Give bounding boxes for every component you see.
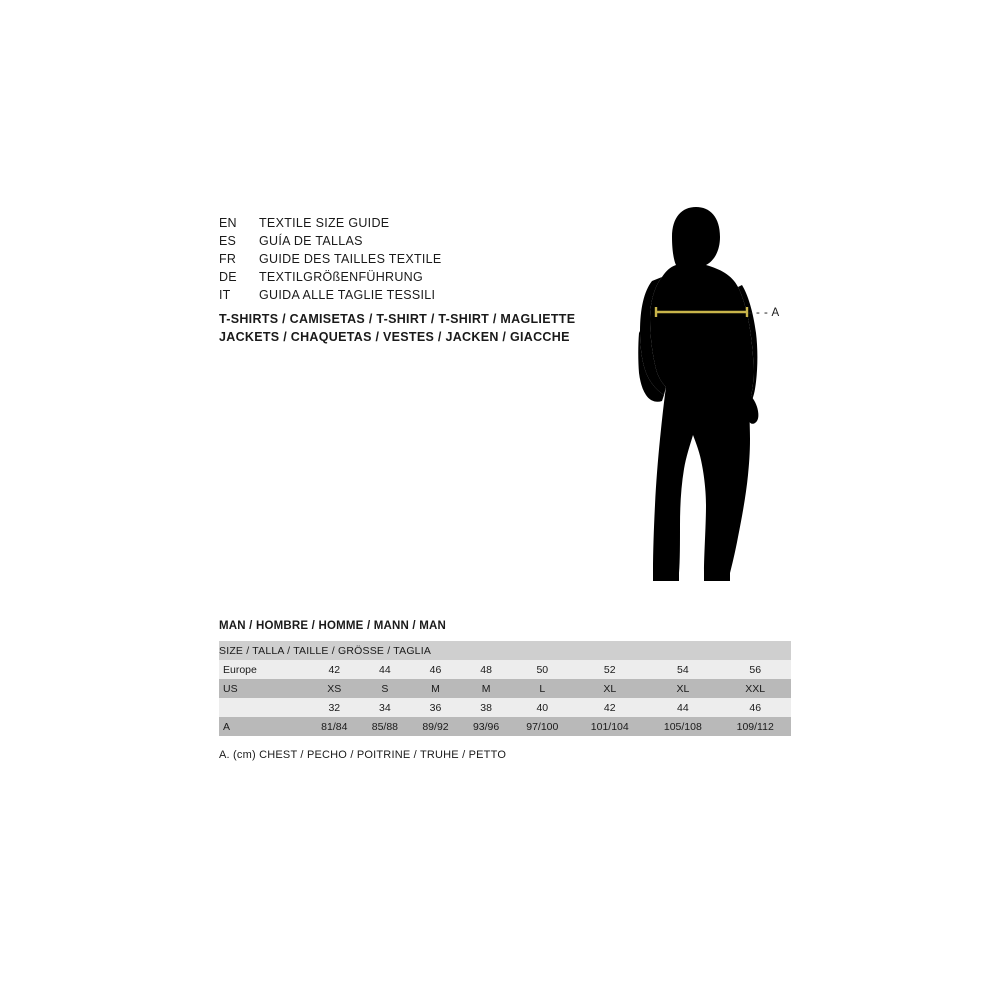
cell-value: 44: [646, 698, 719, 717]
measurement-footnote: A. (cm) CHEST / PECHO / POITRINE / TRUHE / PETTO: [219, 749, 507, 761]
cell-value: 52: [573, 660, 646, 679]
language-code: DE: [219, 270, 237, 284]
language-row: [219, 268, 639, 286]
cell-value: 97/100: [511, 717, 573, 736]
language-text: GUIDA ALLE TAGLIE TESSILI: [259, 288, 436, 302]
row-label: US: [219, 679, 309, 698]
measure-dash: - - -: [748, 307, 769, 319]
table-row: [219, 679, 791, 698]
cell-value: M: [461, 679, 512, 698]
cell-value: M: [410, 679, 461, 698]
language-code: FR: [219, 252, 237, 266]
cell-value: 46: [719, 698, 791, 717]
table-row: [219, 698, 791, 717]
language-row: [219, 232, 639, 250]
size-table: [219, 641, 791, 736]
cell-value: 44: [360, 660, 411, 679]
cell-value: 34: [360, 698, 411, 717]
language-code: EN: [219, 216, 237, 230]
cell-value: 105/108: [646, 717, 719, 736]
chest-measure-label: [748, 307, 780, 319]
cell-value: XL: [573, 679, 646, 698]
cell-value: 56: [719, 660, 791, 679]
cell-value: 38: [461, 698, 512, 717]
cell-value: 93/96: [461, 717, 512, 736]
language-row: [219, 250, 639, 268]
cell-value: 109/112: [719, 717, 791, 736]
cell-value: 54: [646, 660, 719, 679]
cell-value: 40: [511, 698, 573, 717]
cell-value: XXL: [719, 679, 791, 698]
language-row: [219, 214, 639, 232]
row-label: A: [219, 717, 309, 736]
table-header-label: SIZE / TALLA / TAILLE / GRÖSSE / TAGLIA: [219, 641, 791, 660]
cell-value: 89/92: [410, 717, 461, 736]
cell-value: 32: [309, 698, 360, 717]
male-silhouette-illustration: [600, 195, 820, 605]
language-list: [219, 214, 639, 304]
cell-value: 81/84: [309, 717, 360, 736]
garment-category: JACKETS / CHAQUETAS / VESTES / JACKEN / GIACCHE: [219, 330, 570, 344]
language-row: [219, 286, 639, 304]
language-code: IT: [219, 288, 231, 302]
cell-value: 85/88: [360, 717, 411, 736]
language-text: TEXTILGRÖßENFÜHRUNG: [259, 270, 424, 284]
row-label: [219, 698, 309, 717]
language-text: GUÍA DE TALLAS: [259, 234, 363, 248]
cell-value: 36: [410, 698, 461, 717]
table-row: [219, 717, 791, 736]
row-label: Europe: [219, 660, 309, 679]
language-code: ES: [219, 234, 237, 248]
cell-value: 50: [511, 660, 573, 679]
silhouette-svg: [600, 195, 820, 605]
cell-value: 48: [461, 660, 512, 679]
language-text: TEXTILE SIZE GUIDE: [259, 216, 390, 230]
cell-value: L: [511, 679, 573, 698]
cell-value: XS: [309, 679, 360, 698]
table-caption: MAN / HOMBRE / HOMME / MANN / MAN: [219, 620, 447, 632]
garment-category: T-SHIRTS / CAMISETAS / T-SHIRT / T-SHIRT / MAGLIETTE: [219, 312, 576, 326]
table-row: [219, 660, 791, 679]
cell-value: 101/104: [573, 717, 646, 736]
cell-value: 46: [410, 660, 461, 679]
cell-value: 42: [573, 698, 646, 717]
measure-letter: A: [771, 307, 780, 319]
language-text: GUIDE DES TAILLES TEXTILE: [259, 252, 442, 266]
garment-category-list: [219, 310, 659, 346]
cell-value: XL: [646, 679, 719, 698]
silhouette-body: [638, 207, 758, 581]
table-header-row: [219, 641, 791, 660]
cell-value: S: [360, 679, 411, 698]
cell-value: 42: [309, 660, 360, 679]
